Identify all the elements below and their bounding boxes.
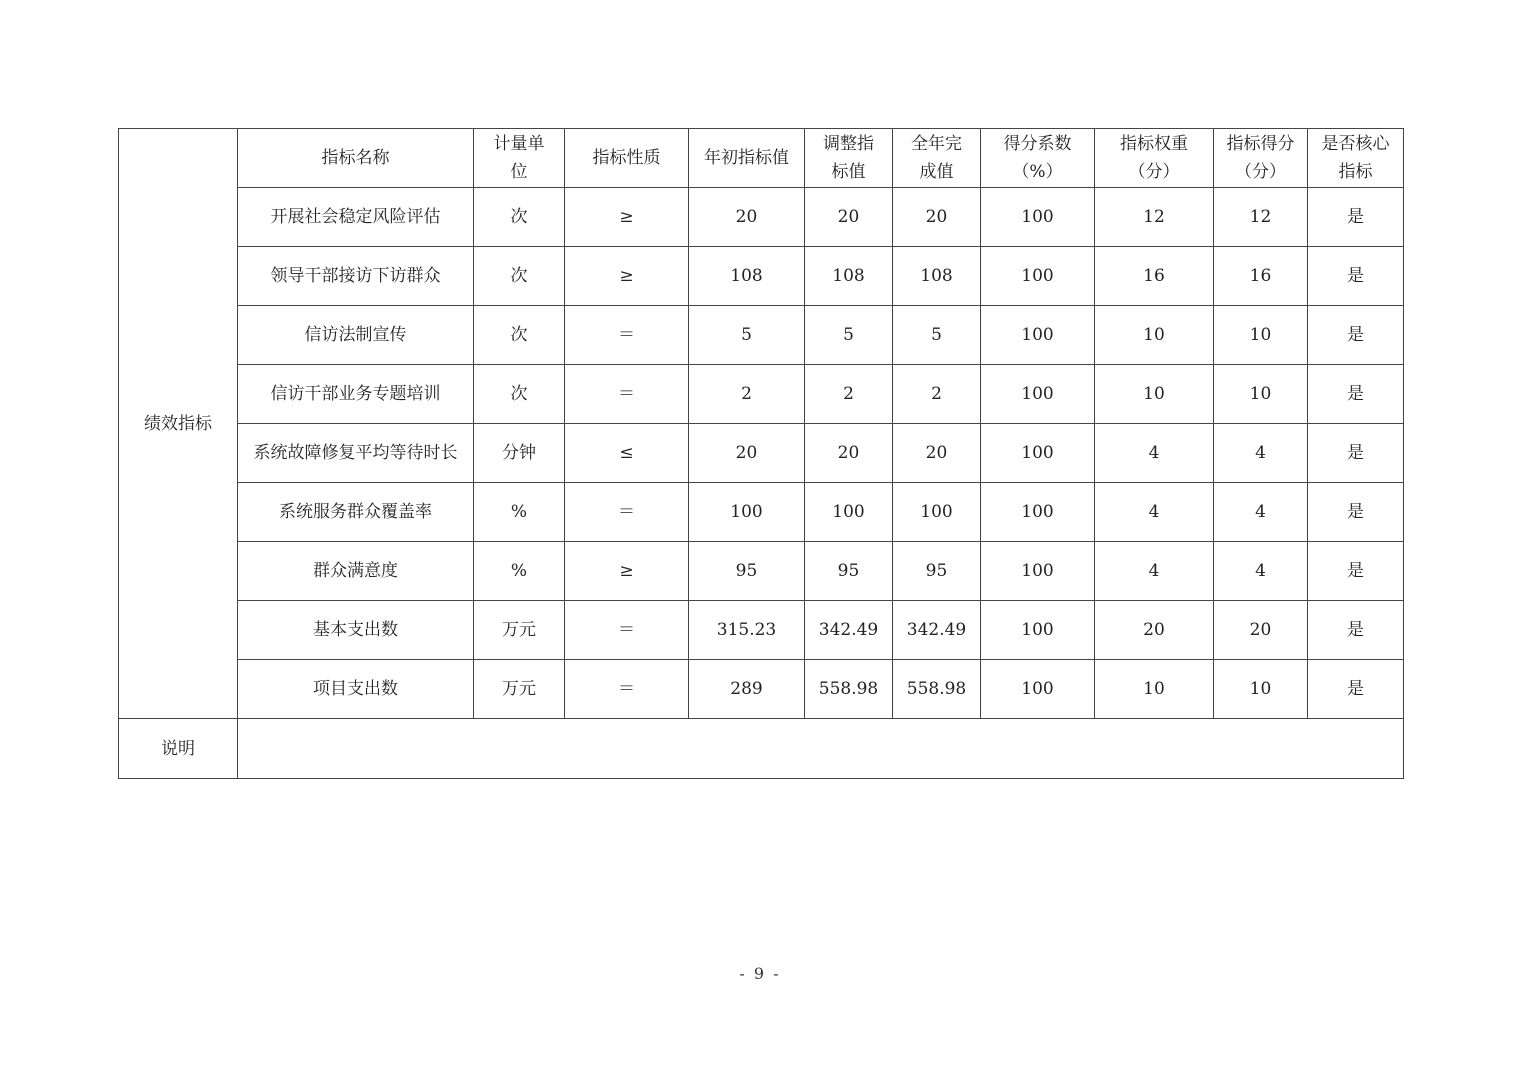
nature-cell: ＝ — [565, 601, 689, 660]
header-row — [119, 129, 1404, 188]
coefficient-cell: 100 — [981, 424, 1095, 483]
adjusted-value-cell: 20 — [805, 424, 893, 483]
performance-indicator-table — [118, 128, 1404, 779]
score-cell: 20 — [1214, 601, 1308, 660]
nature-cell: ＝ — [565, 306, 689, 365]
unit-cell: 次 — [474, 247, 565, 306]
weight-cell: 10 — [1095, 365, 1214, 424]
initial-value-cell: 108 — [689, 247, 805, 306]
unit-cell: 次 — [474, 306, 565, 365]
completed-value-cell: 108 — [893, 247, 981, 306]
header-score: 指标得分 （分） — [1214, 129, 1308, 188]
score-cell: 12 — [1214, 188, 1308, 247]
nature-cell: ≤ — [565, 424, 689, 483]
completed-value-cell: 5 — [893, 306, 981, 365]
initial-value-cell: 315.23 — [689, 601, 805, 660]
unit-cell: 万元 — [474, 601, 565, 660]
core-indicator-cell: 是 — [1308, 306, 1404, 365]
coefficient-cell: 100 — [981, 247, 1095, 306]
table-row — [119, 365, 1404, 424]
adjusted-value-cell: 108 — [805, 247, 893, 306]
weight-cell: 10 — [1095, 660, 1214, 719]
table-row — [119, 306, 1404, 365]
unit-cell: % — [474, 483, 565, 542]
core-indicator-cell: 是 — [1308, 483, 1404, 542]
coefficient-cell: 100 — [981, 306, 1095, 365]
header-nature: 指标性质 — [565, 129, 689, 188]
coefficient-cell: 100 — [981, 660, 1095, 719]
score-cell: 10 — [1214, 365, 1308, 424]
weight-cell: 10 — [1095, 306, 1214, 365]
completed-value-cell: 95 — [893, 542, 981, 601]
adjusted-value-cell: 2 — [805, 365, 893, 424]
indicator-name-cell: 信访法制宣传 — [238, 306, 474, 365]
core-indicator-cell: 是 — [1308, 188, 1404, 247]
unit-cell: 次 — [474, 365, 565, 424]
adjusted-value-cell: 95 — [805, 542, 893, 601]
note-content-cell — [238, 719, 1404, 779]
indicator-name-cell: 基本支出数 — [238, 601, 474, 660]
score-cell: 4 — [1214, 483, 1308, 542]
adjusted-value-cell: 558.98 — [805, 660, 893, 719]
header-score-coefficient: 得分系数 （%） — [981, 129, 1095, 188]
score-cell: 4 — [1214, 424, 1308, 483]
adjusted-value-cell: 100 — [805, 483, 893, 542]
core-indicator-cell: 是 — [1308, 424, 1404, 483]
weight-cell: 4 — [1095, 483, 1214, 542]
note-row — [119, 719, 1404, 779]
indicator-name-cell: 开展社会稳定风险评估 — [238, 188, 474, 247]
unit-cell: 分钟 — [474, 424, 565, 483]
nature-cell: ＝ — [565, 660, 689, 719]
unit-cell: 次 — [474, 188, 565, 247]
table-row — [119, 542, 1404, 601]
initial-value-cell: 289 — [689, 660, 805, 719]
header-adjusted-value: 调整指 标值 — [805, 129, 893, 188]
indicator-name-cell: 信访干部业务专题培训 — [238, 365, 474, 424]
note-label-cell: 说明 — [119, 719, 238, 779]
completed-value-cell: 2 — [893, 365, 981, 424]
header-core-indicator: 是否核心 指标 — [1308, 129, 1404, 188]
adjusted-value-cell: 5 — [805, 306, 893, 365]
coefficient-cell: 100 — [981, 365, 1095, 424]
score-cell: 10 — [1214, 660, 1308, 719]
initial-value-cell: 5 — [689, 306, 805, 365]
header-weight: 指标权重 （分） — [1095, 129, 1214, 188]
table-body — [119, 129, 1404, 779]
initial-value-cell: 95 — [689, 542, 805, 601]
header-indicator-name: 指标名称 — [238, 129, 474, 188]
indicator-name-cell: 系统服务群众覆盖率 — [238, 483, 474, 542]
coefficient-cell: 100 — [981, 601, 1095, 660]
weight-cell: 16 — [1095, 247, 1214, 306]
header-completed-value: 全年完 成值 — [893, 129, 981, 188]
completed-value-cell: 342.49 — [893, 601, 981, 660]
completed-value-cell: 100 — [893, 483, 981, 542]
score-cell: 16 — [1214, 247, 1308, 306]
core-indicator-cell: 是 — [1308, 365, 1404, 424]
unit-cell: % — [474, 542, 565, 601]
table-row — [119, 247, 1404, 306]
weight-cell: 20 — [1095, 601, 1214, 660]
header-unit: 计量单 位 — [474, 129, 565, 188]
core-indicator-cell: 是 — [1308, 247, 1404, 306]
nature-cell: ≥ — [565, 247, 689, 306]
table-row — [119, 188, 1404, 247]
completed-value-cell: 558.98 — [893, 660, 981, 719]
score-cell: 4 — [1214, 542, 1308, 601]
table-row — [119, 483, 1404, 542]
header-initial-value: 年初指标值 — [689, 129, 805, 188]
adjusted-value-cell: 20 — [805, 188, 893, 247]
nature-cell: ＝ — [565, 483, 689, 542]
initial-value-cell: 2 — [689, 365, 805, 424]
initial-value-cell: 20 — [689, 188, 805, 247]
completed-value-cell: 20 — [893, 188, 981, 247]
weight-cell: 4 — [1095, 424, 1214, 483]
nature-cell: ≥ — [565, 542, 689, 601]
coefficient-cell: 100 — [981, 483, 1095, 542]
core-indicator-cell: 是 — [1308, 542, 1404, 601]
coefficient-cell: 100 — [981, 542, 1095, 601]
score-cell: 10 — [1214, 306, 1308, 365]
initial-value-cell: 100 — [689, 483, 805, 542]
coefficient-cell: 100 — [981, 188, 1095, 247]
indicator-name-cell: 系统故障修复平均等待时长 — [238, 424, 474, 483]
table-row — [119, 424, 1404, 483]
indicator-name-cell: 领导干部接访下访群众 — [238, 247, 474, 306]
completed-value-cell: 20 — [893, 424, 981, 483]
weight-cell: 12 — [1095, 188, 1214, 247]
adjusted-value-cell: 342.49 — [805, 601, 893, 660]
initial-value-cell: 20 — [689, 424, 805, 483]
core-indicator-cell: 是 — [1308, 660, 1404, 719]
unit-cell: 万元 — [474, 660, 565, 719]
section-label-cell: 绩效指标 — [119, 129, 238, 719]
table-row — [119, 601, 1404, 660]
table-row — [119, 660, 1404, 719]
weight-cell: 4 — [1095, 542, 1214, 601]
nature-cell: ＝ — [565, 365, 689, 424]
indicator-name-cell: 项目支出数 — [238, 660, 474, 719]
indicator-name-cell: 群众满意度 — [238, 542, 474, 601]
page-number: - 9 - — [739, 964, 781, 983]
core-indicator-cell: 是 — [1308, 601, 1404, 660]
nature-cell: ≥ — [565, 188, 689, 247]
